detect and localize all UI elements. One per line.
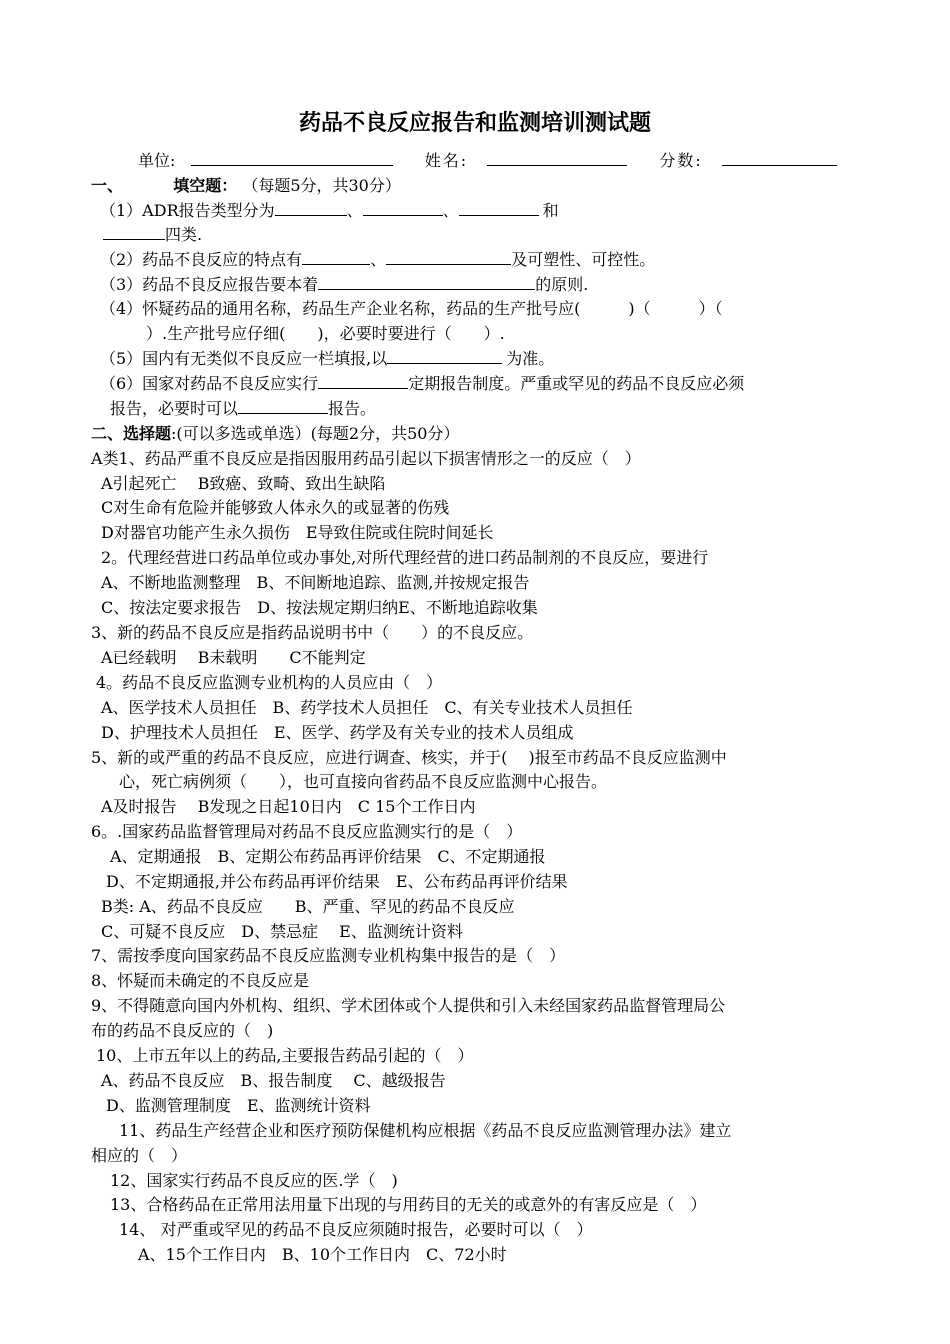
q3-blank[interactable]: [318, 274, 535, 290]
section1-number: 一、: [91, 176, 124, 195]
s2-line: B类: A、药品不良反应 B、严重、罕见的药品不良反应: [101, 897, 515, 916]
s2-line: 10、上市五年以上的药品,主要报告药品引起的（ ）: [96, 1046, 474, 1065]
page-title: 药品不良反应报告和监测培训测试题: [298, 110, 651, 136]
q6-text-2: 定期报告制度。严重或罕见的药品不良反应必须: [408, 374, 745, 393]
s2-line: A、药品不良反应 B、报告制度 C、越级报告: [101, 1071, 446, 1090]
name-label: 姓名:: [424, 151, 469, 170]
s2-line: A引起死亡 B致癌、致畸、致出生缺陷: [101, 474, 386, 493]
q6-text: （6）国家对药品不良反应实行: [100, 374, 319, 393]
q1-sep-2: 、: [442, 201, 459, 220]
q2-text: （2）药品不良反应的特点有: [100, 250, 303, 269]
score-field[interactable]: [722, 150, 837, 166]
q1-blank-3[interactable]: [459, 200, 539, 216]
s2-line: C对生命有危险并能够致人体永久的或显著的伤残: [101, 498, 450, 517]
header-row: [138, 150, 837, 172]
q2-blank-1[interactable]: [302, 249, 370, 265]
s2-line: 9、不得随意向国内外机构、组织、学术团体或个人提供和引入未经国家药品监督管理局公: [91, 996, 726, 1015]
s2-line: 7、需按季度向国家药品不良反应监测专业机构集中报告的是（ ）: [91, 946, 566, 965]
q6-blank-1[interactable]: [318, 373, 408, 389]
s2-line: 11、药品生产经营企业和医疗预防保健机构应根据《药品不良反应监测管理办法》建立: [119, 1121, 732, 1140]
section2-title: 二、选择题: [91, 424, 172, 443]
section1-note: （每题5分，共30分）: [242, 176, 401, 195]
s2-line: A及时报告 B发现之日起10日内 C 15个工作日内: [101, 797, 476, 816]
q2-blank-2[interactable]: [386, 249, 511, 265]
question-6: [100, 373, 744, 395]
s2-line: 8、怀疑而未确定的不良反应是: [91, 971, 310, 990]
q5-text: （5）国内有无类似不良反应一栏填报,以: [100, 349, 388, 368]
s2-line: 14、 对严重或罕见的药品不良反应须随时报告，必要时可以（ ）: [119, 1220, 593, 1239]
s2-line: 布的药品不良反应的（ ): [91, 1021, 274, 1040]
q1-blank-2[interactable]: [363, 200, 443, 216]
q1-and: 和: [542, 201, 559, 220]
s2-line: A类1、药品严重不良反应是指因服用药品引起以下损害情形之一的反应（ ）: [91, 449, 641, 468]
q2-end: 及可塑性、可控性。: [511, 250, 656, 269]
s2-line: D、监测管理制度 E、监测统计资料: [106, 1096, 371, 1115]
q1-blank-1[interactable]: [275, 200, 347, 216]
s2-line: A已经载明 B未载明 C不能判定: [101, 648, 366, 667]
s2-line: 2。代理经营进口药品单位或办事处,对所代理经营的进口药品制剂的不良反应，要进行: [101, 548, 709, 567]
s2-line: 4。药品不良反应监测专业机构的人员应由（ ）: [96, 673, 443, 692]
s2-line: A、不断地监测整理 B、不间断地追踪、监测,并按规定报告: [101, 573, 530, 592]
q1-text: （1）ADR报告类型分为: [100, 201, 275, 220]
s2-line: C、可疑不良反应 D、禁忌症 E、监测统计资料: [101, 922, 463, 941]
s2-line: 6。.国家药品监督管理局对药品不良反应监测实行的是（ ）: [91, 822, 523, 841]
s2-line: 心，死亡病例须（ ），也可直接向省药品不良反应监测中心报告。: [119, 772, 608, 791]
s2-line: A、医学技术人员担任 B、药学技术人员担任 C、有关专业技术人员担任: [101, 698, 633, 717]
question-6-cont: [110, 398, 376, 420]
question-1-cont: [103, 224, 202, 246]
question-4: （4）怀疑药品的通用名称，药品生产企业名称，药品的生产批号应( )（ ）（: [100, 299, 723, 318]
q2-sep: 、: [370, 250, 387, 269]
s2-line: D、不定期通报,并公布药品再评价结果 E、公布药品再评价结果: [106, 872, 568, 891]
score-label: 分数:: [659, 151, 703, 170]
s2-line: 相应的（ ）: [91, 1146, 188, 1165]
question-2: [100, 249, 655, 271]
s2-line: D、护理技术人员担任 E、医学、药学及有关专业的技术人员组成: [101, 723, 574, 742]
section1-heading: [91, 175, 401, 197]
s2-line: 13、合格药品在正常用法用量下出现的与用药目的无关的或意外的有害反应是（ ）: [110, 1195, 707, 1214]
q5-end: 为准。: [506, 349, 555, 368]
s2-line: 12、国家实行药品不良反应的医.学（ ): [110, 1171, 398, 1190]
q6-text-3: 报告，必要时可以: [110, 399, 239, 418]
s2-line: 3、新的药品不良反应是指药品说明书中（ ）的不良反应。: [91, 623, 534, 642]
q6-end: 报告。: [328, 399, 377, 418]
unit-label: 单位:: [138, 151, 176, 170]
q6-blank-2[interactable]: [238, 398, 328, 414]
s2-line: A、15个工作日内 B、10个工作日内 C、72小时: [138, 1245, 507, 1264]
question-5: [100, 348, 554, 370]
s2-line: A、定期通报 B、定期公布药品再评价结果 C、不定期通报: [110, 847, 546, 866]
q3-end: 的原则.: [535, 275, 589, 294]
section1-title: 填空题：: [173, 176, 238, 195]
s2-line: 5、新的或严重的药品不良反应，应进行调查、核实，并于( )报至市药品不良反应监测中: [91, 748, 727, 767]
q3-text: （3）药品不良反应报告要本着: [100, 275, 319, 294]
question-4-cont: ）.生产批号应仔细( )，必要时要进行（ ）.: [146, 324, 505, 343]
q1-sep-1: 、: [346, 201, 363, 220]
section2-note: :(可以多选或单选）(每题2分，共50分）: [171, 424, 460, 443]
section2-heading: [91, 423, 459, 445]
q1-end: 四类.: [165, 225, 203, 244]
q5-blank[interactable]: [387, 348, 502, 364]
q1-blank-4[interactable]: [103, 224, 165, 240]
s2-line: C、按法定要求报告 D、按法规定期归纳E、不断地追踪收集: [101, 598, 538, 617]
s2-line: D对器官功能产生永久损伤 E导致住院或住院时间延长: [101, 523, 494, 542]
question-1: [100, 200, 559, 222]
unit-field[interactable]: [191, 150, 393, 166]
question-3: [100, 274, 588, 296]
name-field[interactable]: [487, 150, 627, 166]
